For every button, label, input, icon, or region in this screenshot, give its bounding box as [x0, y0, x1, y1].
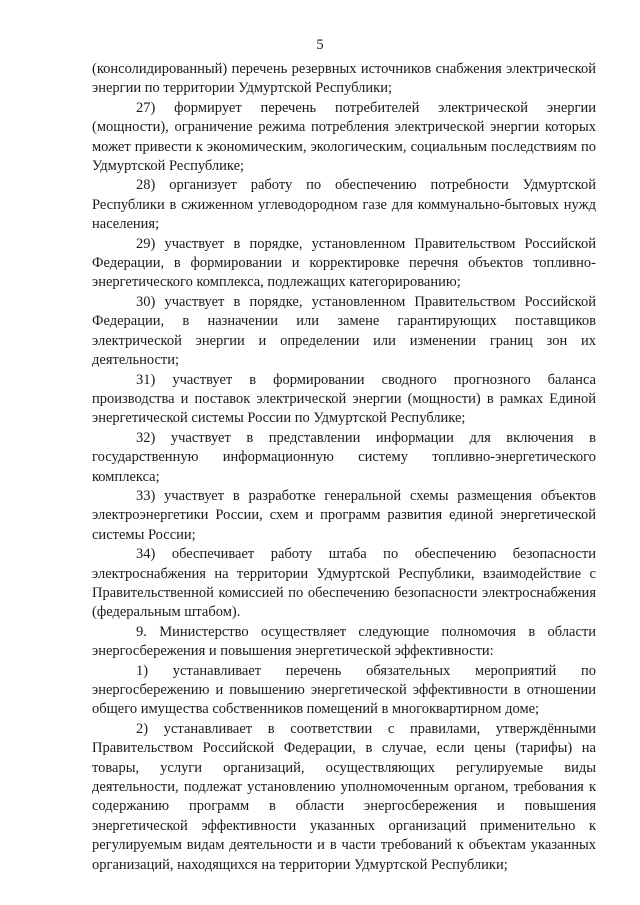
paragraph-p9-1: 1) устанавливает перечень обязательных мероприятий по энергосбережению и повышению энергетической эффективности в отношении общего имущества собственников помещений в многоквартирном доме; [92, 662, 596, 718]
paragraph-p26-end: (консолидированный) перечень резервных источников снабжения электрической энергии по территории Удмуртской Республики; [92, 61, 596, 97]
paragraph-p29: 29) участвует в порядке, установленном Правительством Российской Федерации, в формировании и корректировке перечня объектов топливно-энергетического комплекса, подлежащих категорированию; [92, 235, 596, 291]
paragraph-p31: 31) участвует в формировании сводного прогнозного баланса производства и поставок электрической энергии (мощности) в рамках Единой энергетической системы России по Удмуртской Республике; [92, 371, 596, 427]
document-body [92, 60, 596, 875]
paragraph-p33: 33) участвует в разработке генеральной схемы размещения объектов электроэнергетики России, схем и программ развития единой энергетической системы России; [92, 487, 596, 543]
page-number: 5 [316, 37, 324, 53]
paragraph-p28: 28) организует работу по обеспечению потребности Удмуртской Республики в сжиженном углеводородном газе для коммунально-бытовых нужд населения; [92, 177, 596, 233]
paragraph-p9: 9. Министерство осуществляет следующие полномочия в области энергосбережения и повышения энергетической эффективности: [92, 623, 596, 660]
paragraph-p32: 32) участвует в представлении информации для включения в государственную информационную систему топливно-энергетического комплекса; [92, 429, 596, 485]
paragraph-p34: 34) обеспечивает работу штаба по обеспечению безопасности электроснабжения на территории Удмуртской Республики, взаимодействие с Правительственной комиссией по обеспечению безопасности электроснабжения (федеральным штабом). [92, 546, 596, 621]
paragraph-p27: 27) формирует перечень потребителей электрической энергии (мощности), ограничение режима потребления электрической энергии которых может привести к экономическим, экологическим, социальным последствиям по Удмуртской Республике; [92, 99, 596, 175]
paragraph-p9-2: 2) устанавливает в соответствии с правилами, утверждёнными Правительством Российской Федерации, в случае, если цены (тарифы) на товары, услуги организаций, осуществляющих регулируемые виды деятельности, подлежат установлению уполномоченным органом, требования к содержанию программ в области энергосбережения и повышения энергетической эффективности указанных организаций применительно к регулируемым видам деятельности и в части требований к объектам указанных организаций, находящихся на территории Удмуртской Республики; [92, 720, 596, 873]
paragraph-p30: 30) участвует в порядке, установленном Правительством Российской Федерации, в назначении или замене гарантирующих поставщиков электрической энергии и определении или изменении границ зон их деятельности; [92, 293, 596, 369]
